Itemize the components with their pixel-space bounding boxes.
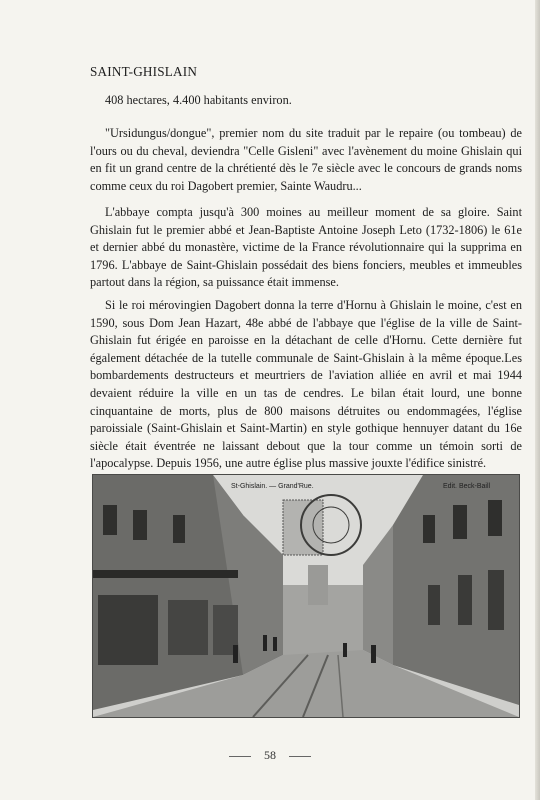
footer-dash-right	[289, 756, 311, 757]
street-scene-illustration	[93, 475, 519, 717]
page-number: 58	[264, 748, 276, 762]
paragraph-abbey: L'abbaye compta jusqu'à 300 moines au meilleur moment de sa gloire. Saint Ghislain fut le premier abbé et Jean-Baptiste Antoine Joseph Leto (1732-1806) le 61e et dernier abbé du monastère, victime de la France révolutionnaire qui la supprima en 1796. L'abbaye de Saint-Ghislain possédait des biens fonciers, meubles et immeubles partout dans la région, sa puissance était immense.	[90, 205, 522, 290]
intro-line: 408 hectares, 4.400 habitants environ.	[105, 93, 292, 107]
paragraph-parish: Si le roi mérovingien Dagobert donna la terre d'Hornu à Ghislain le moine, c'est en 1590, sous Dom Jean Hazart, 48e abbé de l'abbaye que l'église de la ville de Saint-Ghislain fut érigée en paroisse en la détachant de celle d'Hornu. Cette dernière fut également détachée de la tutelle communale de Saint-Ghislain à la même époque.Les bombardements destructeurs et meurtriers de l'aviation alliée en avril et mai 1944 devaient réduire la ville en un tas de cendres. Le bilan était lourd, une bonne cinquantaine de morts, plus de 800 maisons détruites ou endommagées, l'église paroissiale (Saint-Ghislain et Saint-Martin) en style gothique hennuyer datant du 16e siècle était éventrée ne laissant debout que la tour comme un témoin sorti de l'apocalypse. Depuis 1956, une autre église plus massive jouxte l'édifice sinistré.	[90, 298, 522, 471]
page-edge	[535, 0, 540, 800]
page-heading: SAINT-GHISLAIN	[90, 64, 198, 79]
page-footer	[0, 748, 540, 763]
postcard-publisher: Edit. Beck-Baill	[443, 483, 491, 490]
historical-postcard-photo	[92, 474, 520, 718]
postcard-caption: St-Ghislain. — Grand'Rue.	[231, 483, 314, 490]
paragraph-origins: "Ursidungus/dongue", premier nom du site traduit par le repaire (ou tombeau) de l'ours ou du cheval, deviendra "Celle Gisleni" avec l'avènement du moine Ghislain qui en fit un grand centre de la chrétienté dès le 7e siècle avec le concours de grands noms comme ceux du roi Dagobert premier, Sainte Waudru...	[90, 126, 522, 193]
footer-dash-left	[229, 756, 251, 757]
